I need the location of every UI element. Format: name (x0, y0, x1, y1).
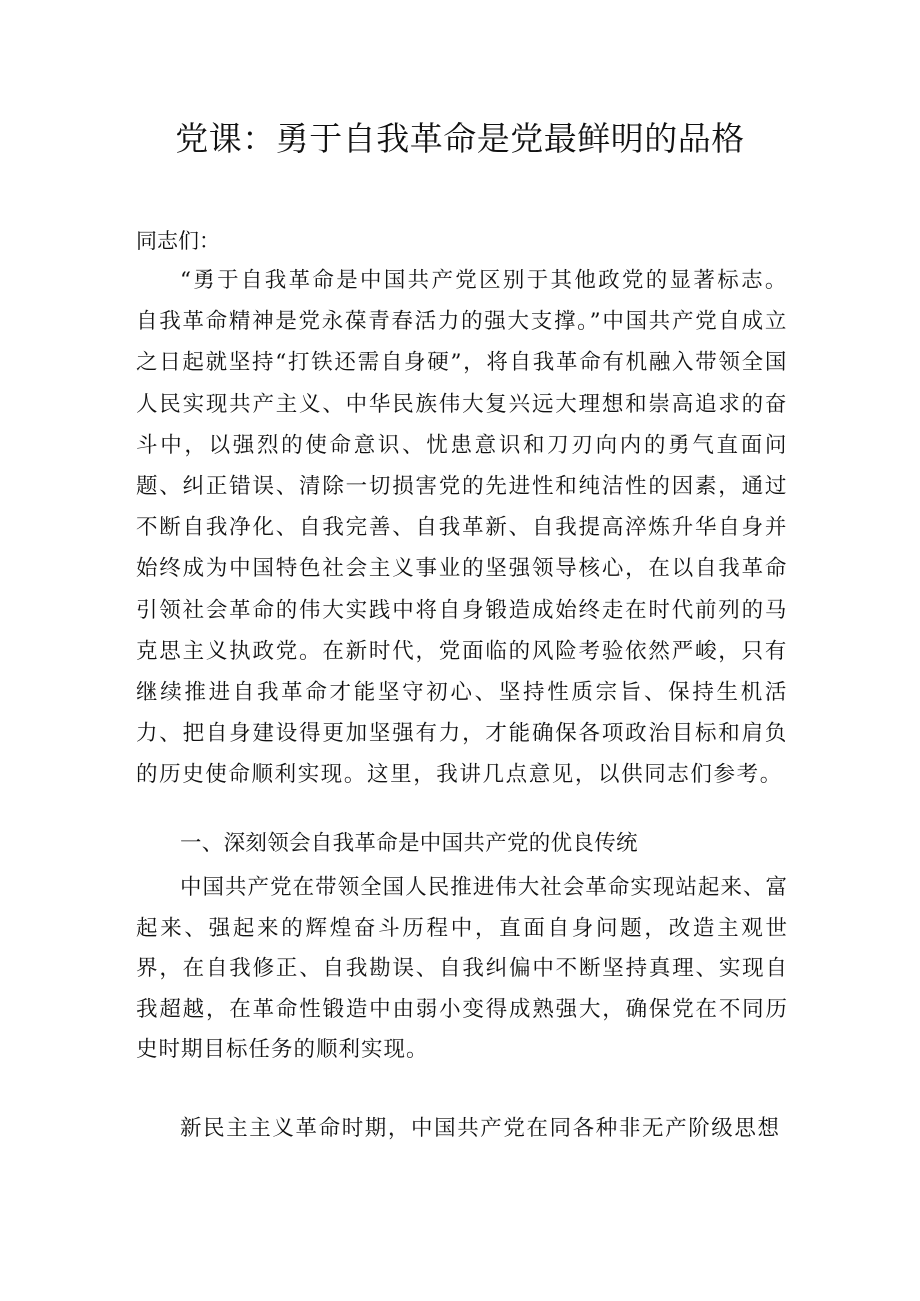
paragraph-new-democratic-revolution: 新民主主义革命时期，中国共产党在同各种非无产阶级思想 (180, 1116, 781, 1141)
document-title: 党课：勇于自我革命是党最鲜明的品格 (175, 119, 745, 158)
salutation: 同志们： (136, 229, 220, 253)
paragraph-section-one: 中国共产党在带领全国人民推进伟大社会革命实现站起来、富起来、强起来的辉煌奋斗历程中，直面自身问题，改造主观世界，在自我修正、自我勘误、自我纠偏中不断坚持真理、实现自我超越，在革命性锻造中由弱小变得成熟强大，确保党在不同历史时期目标任务的顺利实现。 (136, 875, 788, 1062)
section-heading: 一、深刻领会自我革命是中国共产党的优良传统 (180, 831, 638, 856)
paragraph-intro: “勇于自我革命是中国共产党区别于其他政党的显著标志。自我革命精神是党永葆青春活力的强大支撑。”中国共产党自成立之日起就坚持“打铁还需自身硬”，将自我革命有机融入带领全国人民实现共产主义、中华民族伟大复兴远大理想和崇高追求的奋斗中，以强烈的使命意识、忧患意识和刀刃向内的勇气直面问题、纠正错误、清除一切损害党的先进性和纯洁性的因素，通过不断自我净化、自我完善、自我革新、自我提高淬炼升华自身并始终成为中国特色社会主义事业的坚强领导核心，在以自我革命引领社会革命的伟大实践中将自身锻造成始终走在时代前列的马克思主义执政党。在新时代，党面临的风险考验依然严峻，只有继续推进自我革命才能坚守初心、坚持性质宗旨、保持生机活力、把自身建设得更加坚强有力，才能确保各项政治目标和肩负的历史使命顺利实现。这里，我讲几点意见，以供同志们参考。 (136, 268, 788, 788)
